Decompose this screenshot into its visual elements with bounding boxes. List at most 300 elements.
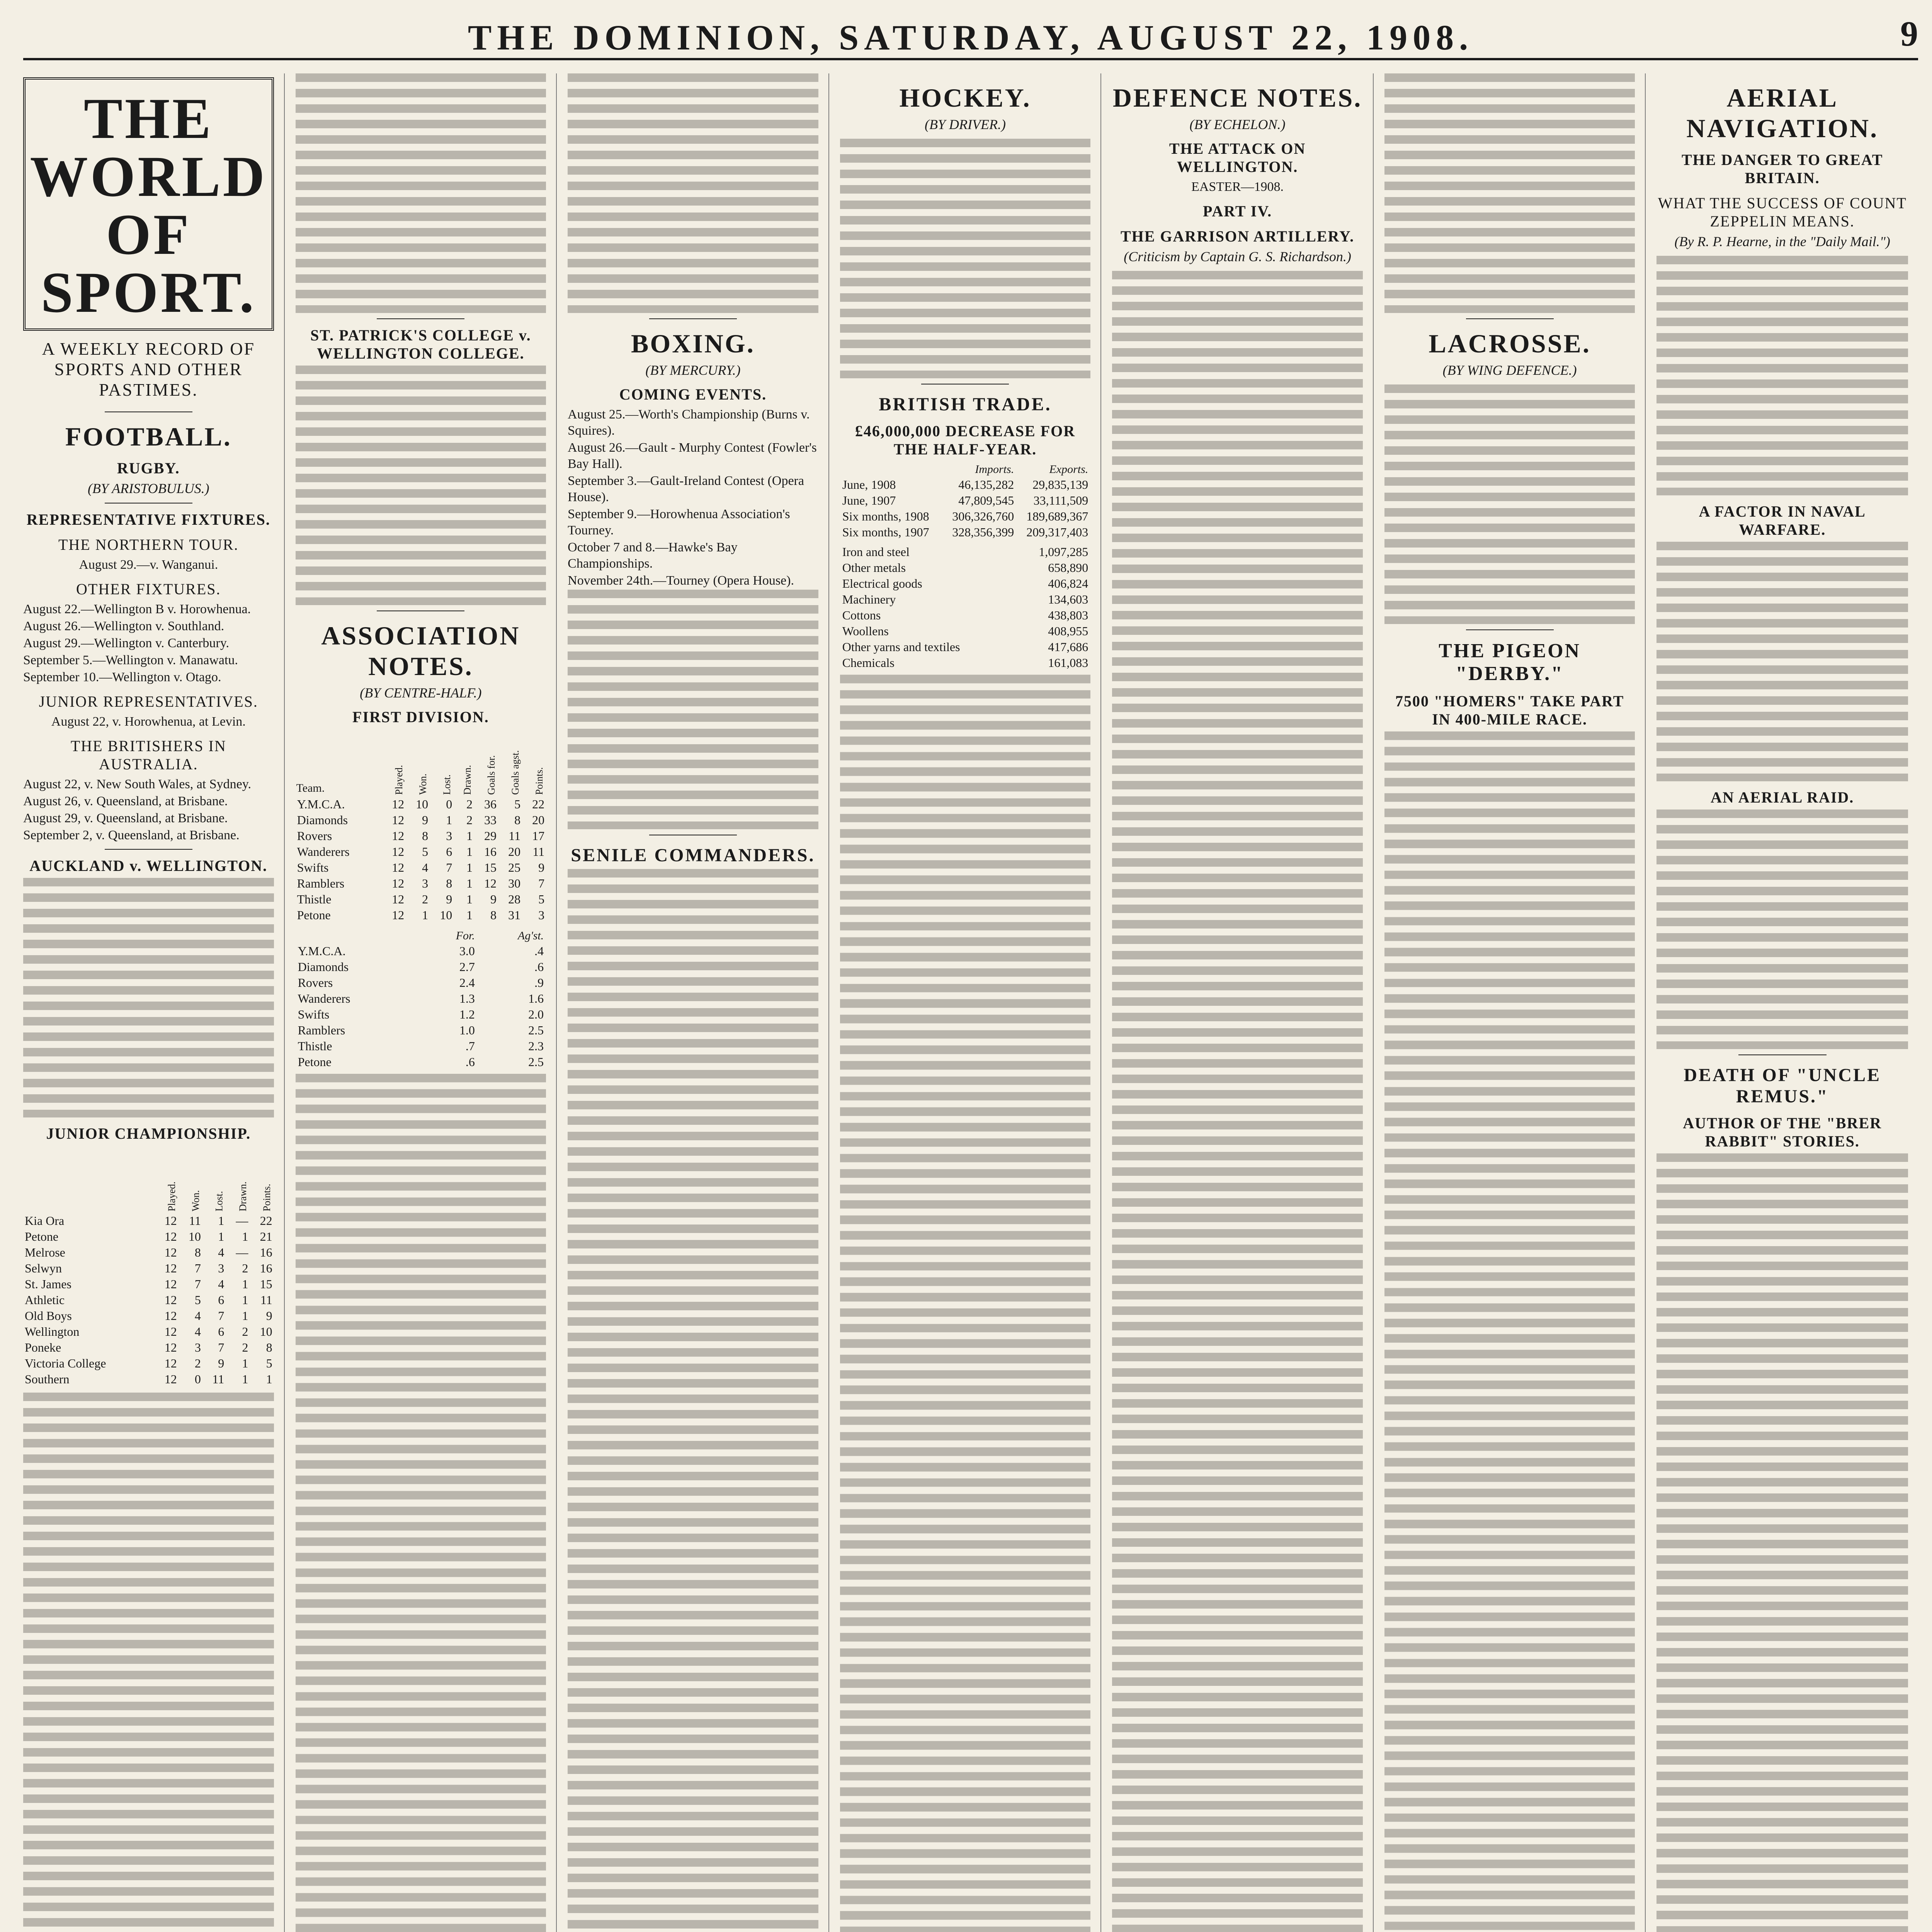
table-row [296, 876, 546, 891]
table-row [23, 1324, 274, 1340]
page-number: 9 [1900, 14, 1918, 53]
table-cell: 5 [266, 1356, 272, 1370]
defence-part: PART IV. [1203, 202, 1272, 220]
boxing-byline: (BY MERCURY.) [645, 362, 741, 378]
event-line: November 24th.—Tourney (Opera House). [568, 573, 794, 588]
team-name: Melrose [25, 1245, 65, 1259]
team-name: Petone [298, 1055, 332, 1069]
aerial-subheading-2: WHAT THE SUCCESS OF COUNT ZEPPELIN MEANS. [1658, 194, 1907, 230]
table-cell: 7 [446, 861, 452, 874]
table-row [23, 1213, 274, 1229]
table-header: Lost. [213, 1191, 225, 1211]
team-name: Victoria College [25, 1356, 106, 1370]
table-cell: 10 [416, 797, 429, 811]
table-cell: 1 [422, 908, 429, 922]
football-heading: FOOTBALL. [65, 422, 232, 451]
row-label: Chemicals [842, 656, 895, 670]
table-cell: 10 [188, 1230, 201, 1243]
table-cell: 9 [422, 813, 429, 827]
row-label: Six months, 1908 [842, 509, 929, 523]
table-cell: 33,111,509 [1033, 493, 1088, 507]
table-cell: .7 [465, 1039, 475, 1053]
table-cell: 3 [194, 1340, 201, 1354]
table-cell: 1 [446, 813, 452, 827]
masthead-title: THE DOMINION, SATURDAY, AUGUST 22, 1908. [468, 18, 1474, 57]
article-text [1384, 384, 1635, 624]
article-columns [23, 73, 1918, 1932]
rugby-points-table [23, 1148, 274, 1387]
table-cell: 1.3 [459, 992, 475, 1005]
table-row [23, 1371, 274, 1387]
table-cell: 36 [484, 797, 497, 811]
table-row [296, 1007, 546, 1022]
table-cell: 8 [490, 908, 497, 922]
table-cell: 2 [422, 892, 429, 906]
fixture-line: August 26, v. Queensland, at Brisbane. [23, 794, 228, 808]
table-row [23, 1292, 274, 1308]
table-cell: 134,603 [1048, 592, 1088, 606]
table-header: Points. [261, 1184, 273, 1211]
uncle-remus-heading: DEATH OF "UNCLE REMUS." [1684, 1065, 1881, 1107]
table-cell: 1 [242, 1372, 248, 1386]
article-text [23, 1393, 274, 1932]
table-cell: 5 [194, 1293, 201, 1307]
table-cell: 406,824 [1048, 577, 1088, 590]
fixture-line: August 26.—Wellington v. Southland. [23, 619, 224, 633]
table-header: Won. [190, 1190, 201, 1211]
team-name: Thistle [297, 892, 332, 906]
table-cell: 0 [446, 797, 452, 811]
table-cell: 1 [242, 1293, 248, 1307]
senile-commanders-heading: SENILE COMMANDERS. [571, 845, 815, 866]
table-cell: 2.0 [528, 1007, 544, 1021]
table-row [296, 907, 546, 923]
table-cell: 1 [242, 1309, 248, 1323]
event-line: August 25.—Worth's Championship (Burns v. Squires). [568, 407, 810, 438]
table-header: Lost. [441, 774, 453, 795]
table-header: Played. [393, 765, 405, 795]
britishers-heading: THE BRITISHERS IN AUSTRALIA. [70, 737, 226, 773]
article-text [296, 73, 546, 313]
table-cell: 1 [466, 892, 473, 906]
table-row [840, 592, 1091, 607]
junior-championship-heading: JUNIOR CHAMPIONSHIP. [46, 1125, 251, 1142]
team-name: Southern [25, 1372, 70, 1386]
table-cell: 12 [392, 892, 405, 906]
table-cell: 25 [508, 861, 521, 874]
table-row [23, 1308, 274, 1324]
table-cell: 12 [164, 1214, 177, 1228]
table-cell: 1.2 [459, 1007, 475, 1021]
table-row [296, 1054, 546, 1070]
table-cell: 4 [422, 861, 429, 874]
table-header: Ag'st. [517, 929, 544, 942]
table-cell: 4 [218, 1277, 224, 1291]
table-cell: 12 [164, 1325, 177, 1338]
table-row [296, 991, 546, 1007]
team-name: Ramblers [298, 1023, 345, 1037]
pigeon-heading: THE PIGEON "DERBY." [1439, 640, 1581, 685]
fixture-line: September 10.—Wellington v. Otago. [23, 670, 221, 684]
article-text [296, 1074, 546, 1932]
table-cell: 31 [508, 908, 521, 922]
row-label: Machinery [842, 592, 896, 606]
masthead [23, 12, 1918, 60]
row-label: Electrical goods [842, 577, 922, 590]
column-1 [23, 73, 285, 1932]
table-cell: 12 [164, 1261, 177, 1275]
table-cell: 12 [392, 829, 405, 843]
article-text [568, 869, 818, 1932]
table-cell: 9 [266, 1309, 272, 1323]
table-cell: 29 [484, 829, 497, 843]
row-label: Other metals [842, 561, 906, 575]
team-name: Diamonds [298, 960, 349, 974]
table-cell: 2 [242, 1340, 248, 1354]
table-cell: .6 [534, 960, 544, 974]
team-name: Selwyn [25, 1261, 62, 1275]
table-row [23, 1276, 274, 1292]
table-cell: 11 [532, 845, 545, 859]
team-name: Wellington [25, 1325, 80, 1338]
event-line: October 7 and 8.—Hawke's Bay Championships. [568, 540, 738, 571]
table-cell: 2.7 [459, 960, 475, 974]
sport-section-subtitle: A WEEKLY RECORD OF SPORTS AND OTHER PASTIMES. [42, 339, 255, 400]
table-cell: 47,809,545 [958, 493, 1014, 507]
table-cell: 6 [218, 1325, 224, 1338]
hockey-byline: (BY DRIVER.) [925, 117, 1006, 132]
table-cell: 8 [422, 829, 429, 843]
table-cell: 2.5 [528, 1023, 544, 1037]
table-cell: 2 [194, 1356, 201, 1370]
table-header: Exports. [1049, 463, 1088, 476]
team-name: Wanderers [297, 845, 350, 859]
northern-tour-heading: THE NORTHERN TOUR. [58, 536, 239, 553]
table-header: Goals for. [486, 755, 497, 795]
association-table: Team. Played. Won. Lost. Drawn. Goals for. Goals agst. Points. Y.M.C.A. 12 10 0 2 36 5 22 Diamonds 12 9 1 2 33 8 20 Rovers 12 8 3 1 29 11 17 Wanderers 12 5 6 1 16 20 11 Swifts 12 4 7 1 15 25 9 Ramblers 12 3 8 1 12 30 7 Thistle 12 2 9 1 9 28 5 Petone 12 1 10 1 8 31 3 [296, 731, 546, 923]
table-cell: 2 [466, 797, 473, 811]
table-cell: 12 [392, 797, 405, 811]
table-row [296, 959, 546, 975]
hockey-heading: HOCKEY. [899, 83, 1031, 112]
table-cell: 9 [490, 892, 497, 906]
table-cell: 6 [446, 845, 452, 859]
junior-reps-heading: JUNIOR REPRESENTATIVES. [39, 693, 258, 710]
table-cell: 1 [242, 1230, 248, 1243]
column-3 [568, 73, 829, 1932]
association-byline: (BY CENTRE-HALF.) [360, 685, 482, 701]
table-cell: 16 [484, 845, 497, 859]
team-name: Rovers [298, 976, 333, 990]
team-name: Y.M.C.A. [297, 797, 345, 811]
table-cell: 12 [164, 1356, 177, 1370]
table-row [23, 1340, 274, 1355]
team-name: Thistle [298, 1039, 332, 1053]
article-text [1656, 1153, 1908, 1932]
british-trade-subheading: £46,000,000 DECREASE FOR THE HALF-YEAR. [855, 422, 1076, 458]
boxing-heading: BOXING. [631, 329, 755, 358]
table-cell: 2 [466, 813, 473, 827]
table-cell: 8 [514, 813, 521, 827]
table-cell: 21 [260, 1230, 272, 1243]
table-cell: 3 [422, 876, 429, 890]
table-row [23, 1260, 274, 1276]
column-7 [1656, 73, 1918, 1932]
table-cell: 5 [538, 892, 545, 906]
junior-reps-fixture: August 22, v. Horowhenua, at Levin. [51, 714, 246, 729]
article-text [296, 366, 546, 605]
table-cell: 15 [484, 861, 497, 874]
row-label: Six months, 1907 [842, 525, 929, 539]
uncle-remus-subheading: AUTHOR OF THE "BRER RABBIT" STORIES. [1683, 1114, 1882, 1150]
table-cell: 9 [446, 892, 452, 906]
column-4 [840, 73, 1102, 1932]
table-row [840, 493, 1091, 509]
table-cell: 5 [514, 797, 521, 811]
aerial-subheading: THE DANGER TO GREAT BRITAIN. [1681, 151, 1883, 187]
table-cell: 12 [392, 845, 405, 859]
table-row [840, 639, 1091, 655]
table-cell: 1,097,285 [1039, 545, 1088, 559]
article-text [1656, 256, 1908, 495]
table-cell: 7 [194, 1277, 201, 1291]
table-cell: 33 [484, 813, 497, 827]
table-header: Imports. [975, 463, 1014, 476]
goal-average-table [296, 929, 546, 1070]
column-6 [1384, 73, 1646, 1932]
auckland-wellington-heading: AUCKLAND v. WELLINGTON. [29, 857, 268, 874]
table-cell: 1.0 [459, 1023, 475, 1037]
table-row [23, 1355, 274, 1371]
table-cell: 1 [466, 861, 473, 874]
table-cell: 1 [218, 1230, 224, 1243]
table-cell: 10 [440, 908, 452, 922]
table-cell: 2.4 [459, 976, 475, 990]
table-cell: 11 [260, 1293, 272, 1307]
rugby-heading: RUGBY. [117, 459, 180, 477]
pigeon-subheading: 7500 "HOMERS" TAKE PART IN 400-MILE RACE. [1395, 692, 1624, 728]
table-row [840, 509, 1091, 524]
team-name: Petone [297, 908, 331, 922]
table-row [296, 812, 546, 828]
table-row [23, 1245, 274, 1260]
coming-events-heading: COMING EVENTS. [619, 386, 767, 403]
table-cell: 0 [194, 1372, 201, 1386]
table-cell: 7 [538, 876, 545, 890]
table-cell: 12 [164, 1372, 177, 1386]
table-header: Won. [417, 774, 429, 795]
table-cell: 22 [532, 797, 545, 811]
table-cell: 7 [194, 1261, 201, 1275]
table-cell: 30 [508, 876, 521, 890]
table-header: Points. [534, 767, 545, 795]
fixture-line: August 29, v. Queensland, at Brisbane. [23, 811, 228, 825]
table-cell: 1.6 [528, 992, 544, 1005]
table-cell: 8 [194, 1245, 201, 1259]
team-name: Y.M.C.A. [298, 944, 346, 958]
table-row [840, 623, 1091, 639]
table-cell: 1 [218, 1214, 224, 1228]
table-cell: 2 [242, 1261, 248, 1275]
table-cell: 10 [260, 1325, 272, 1338]
table-cell: 328,356,399 [952, 525, 1014, 539]
row-label: Woollens [842, 624, 889, 638]
table-cell: 3 [446, 829, 452, 843]
northern-tour-fixture: August 29.—v. Wanganui. [79, 558, 218, 572]
table-cell: 20 [508, 845, 521, 859]
aerial-raid-heading: AN AERIAL RAID. [1711, 789, 1854, 806]
table-row [840, 544, 1091, 560]
team-name: Old Boys [25, 1309, 72, 1323]
table-cell: 3.0 [459, 944, 475, 958]
table-cell: 1 [466, 829, 473, 843]
college-match-heading: ST. PATRICK'S COLLEGE v. WELLINGTON COLLEGE. [310, 327, 531, 362]
table-cell: 4 [218, 1245, 224, 1259]
article-text [840, 139, 1091, 378]
trade-table [840, 462, 1091, 540]
table-cell: 7 [218, 1340, 224, 1354]
table-row [840, 655, 1091, 671]
team-name: St. James [25, 1277, 71, 1291]
table-row [840, 560, 1091, 576]
article-text [1384, 731, 1635, 1932]
table-row [840, 576, 1091, 592]
team-name: Athletic [25, 1293, 65, 1307]
representative-fixtures-heading: REPRESENTATIVE FIXTURES. [26, 511, 270, 528]
team-name: Wanderers [298, 992, 350, 1005]
table-row [840, 607, 1091, 623]
row-label: Iron and steel [842, 545, 910, 559]
defence-dateline: EASTER—1908. [1191, 180, 1284, 194]
team-name: Diamonds [297, 813, 348, 827]
table-cell: .4 [534, 944, 544, 958]
table-cell: 12 [392, 908, 405, 922]
table-row [23, 1229, 274, 1245]
table-cell: 1 [466, 908, 473, 922]
table-cell: 5 [422, 845, 429, 859]
lacrosse-heading: LACROSSE. [1429, 329, 1591, 358]
team-name: Rovers [297, 829, 332, 843]
table-cell: 8 [446, 876, 452, 890]
table-header: Drawn. [237, 1181, 249, 1211]
team-name: Kia Ora [25, 1214, 65, 1228]
table-cell: 658,890 [1048, 561, 1088, 575]
association-heading: ASSOCIATION NOTES. [321, 621, 520, 681]
team-name: Petone [25, 1230, 59, 1243]
article-text [1656, 542, 1908, 781]
table-cell: — [236, 1245, 248, 1259]
table-cell: 12 [164, 1309, 177, 1323]
column-5 [1112, 73, 1374, 1932]
table-cell: 3 [218, 1261, 224, 1275]
table-row [296, 943, 546, 959]
british-trade-heading: BRITISH TRADE. [879, 394, 1052, 415]
table-cell: 9 [538, 861, 545, 874]
table-cell: 12 [164, 1230, 177, 1243]
article-text [568, 590, 818, 829]
table-row [296, 828, 546, 844]
event-line: August 26.—Gault - Murphy Contest (Fowler's Bay Hall). [568, 440, 817, 471]
table-cell: 20 [532, 813, 545, 827]
row-label: June, 1908 [842, 478, 896, 492]
table-row [296, 860, 546, 876]
fixture-line: September 5.—Wellington v. Manawatu. [23, 653, 238, 667]
table-cell: 46,135,282 [958, 478, 1014, 492]
table-cell: 12 [392, 861, 405, 874]
defence-byline: (BY ECHELON.) [1189, 117, 1286, 132]
first-division-heading: FIRST DIVISION. [352, 708, 489, 726]
table-cell: 29,835,139 [1032, 478, 1088, 492]
table-cell: 209,317,403 [1026, 525, 1088, 539]
article-text [23, 878, 274, 1117]
naval-factor-heading: A FACTOR IN NAVAL WARFARE. [1699, 503, 1866, 538]
table-cell: 408,955 [1048, 624, 1088, 638]
table-cell: 15 [260, 1277, 272, 1291]
table-cell: 438,803 [1048, 608, 1088, 622]
table-cell: 8 [266, 1340, 272, 1354]
football-byline: (BY ARISTOBULUS.) [87, 481, 209, 496]
fixture-line: August 22, v. New South Wales, at Sydney. [23, 777, 252, 791]
table-cell: 17 [532, 829, 545, 843]
table-cell: 12 [392, 876, 405, 890]
event-line: September 3.—Gault-Ireland Contest (Opera House). [568, 474, 804, 504]
table-cell: 2 [242, 1325, 248, 1338]
defence-critic: (Criticism by Captain G. S. Richardson.) [1124, 249, 1351, 264]
table-cell: 189,689,367 [1026, 509, 1088, 523]
table-cell: 11 [212, 1372, 224, 1386]
table-header: Played. [166, 1181, 177, 1211]
aerial-byline: (By R. P. Hearne, in the "Daily Mail.") [1674, 234, 1890, 249]
table-cell: 11 [189, 1214, 201, 1228]
table-cell: 4 [194, 1325, 201, 1338]
table-cell: 3 [538, 908, 545, 922]
article-text [568, 73, 818, 313]
table-cell: 12 [164, 1277, 177, 1291]
table-cell: 4 [194, 1309, 201, 1323]
table-cell: 16 [260, 1261, 272, 1275]
lacrosse-byline: (BY WING DEFENCE.) [1442, 362, 1577, 378]
table-row [840, 477, 1091, 493]
row-label: June, 1907 [842, 493, 896, 507]
article-text [1656, 810, 1908, 1049]
fixture-line: August 29.—Wellington v. Canterbury. [23, 636, 230, 650]
team-name: Poneke [25, 1340, 61, 1354]
table-cell: 1 [242, 1277, 248, 1291]
table-cell: 12 [392, 813, 405, 827]
table-cell: 2.5 [528, 1055, 544, 1069]
table-header: Goals agst. [510, 750, 521, 795]
table-cell: 16 [260, 1245, 272, 1259]
table-cell: 22 [260, 1214, 272, 1228]
team-name: Swifts [297, 861, 329, 874]
table-cell: 28 [508, 892, 521, 906]
table-row [296, 1038, 546, 1054]
table-row [296, 796, 546, 812]
other-fixtures-heading: OTHER FIXTURES. [76, 580, 221, 598]
table-cell: .6 [465, 1055, 475, 1069]
table-cell: .9 [534, 976, 544, 990]
table-cell: 1 [466, 876, 473, 890]
article-text [840, 675, 1091, 1932]
fixture-line: September 2, v. Queensland, at Brisbane. [23, 828, 240, 842]
fixture-line: August 22.—Wellington B v. Horowhenua. [23, 602, 251, 616]
table-row [296, 891, 546, 907]
sport-section-title: THE WORLD OF SPORT. [23, 77, 274, 331]
table-header: Drawn. [461, 765, 473, 795]
table-cell: 417,686 [1048, 640, 1088, 654]
table-row [296, 1022, 546, 1038]
team-name: Swifts [298, 1007, 330, 1021]
